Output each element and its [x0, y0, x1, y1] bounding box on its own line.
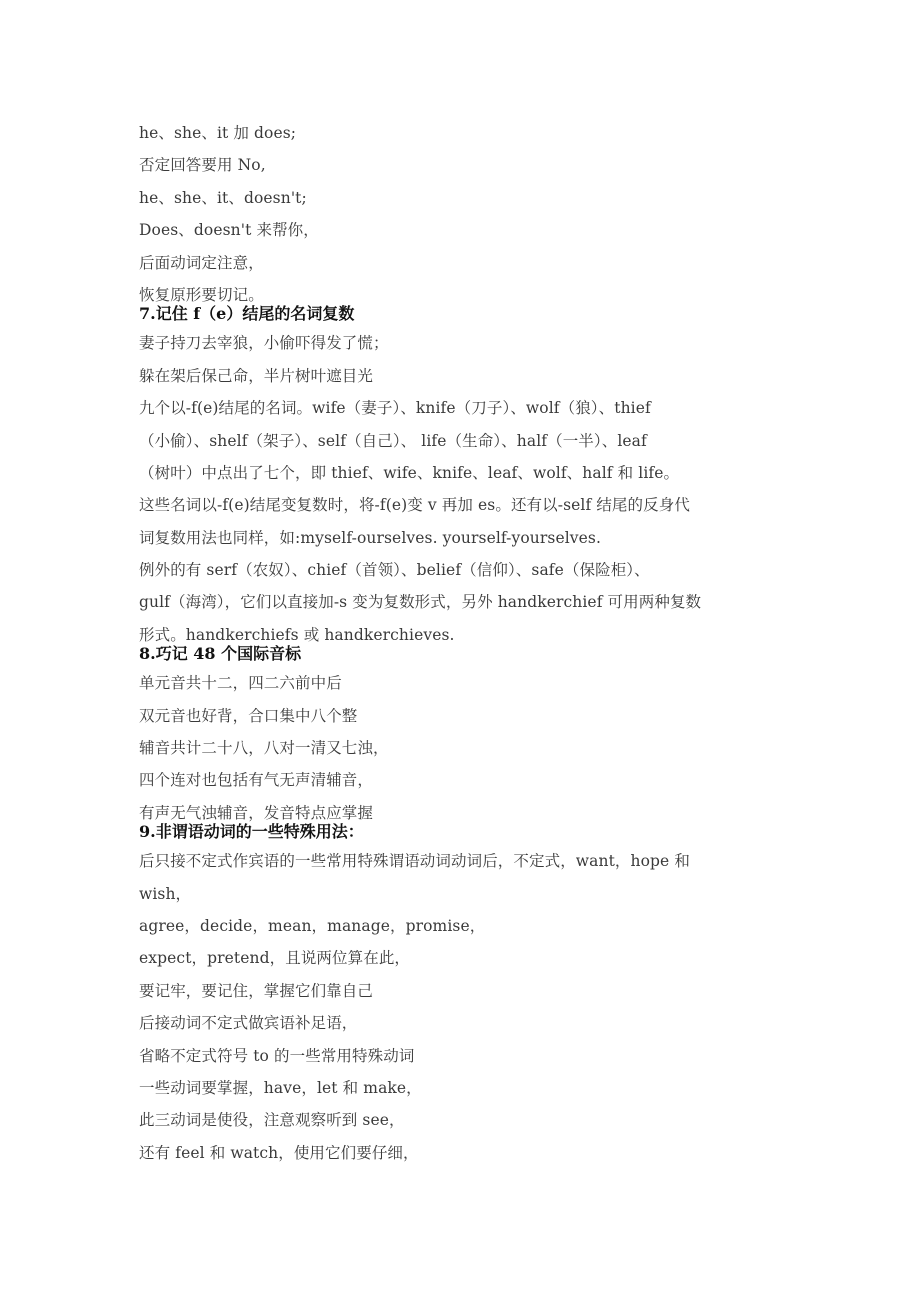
section-8 [139, 643, 789, 829]
text-line: wish， [139, 884, 192, 903]
text-line: 后接动词不定式做宾语补足语， [139, 1014, 358, 1033]
text-line: 双元音也好背，合口集中八个整 [139, 706, 358, 725]
text-line: 躲在架后保己命，半片树叶遮目光 [139, 366, 374, 385]
section-heading: 7.记住 f（e）结尾的名词复数 [139, 304, 355, 324]
section-7 [139, 303, 789, 651]
text-line: 这些名词以-f(e)结尾变复数时，将-f(e)变 v 再加 es。还有以-self 结尾的反身代 [139, 496, 690, 515]
document-body [139, 117, 789, 1169]
section-heading: 8.巧记 48 个国际音标 [139, 644, 302, 664]
text-line: 辅音共计二十八，八对一清又七浊， [139, 739, 389, 758]
text-line: 恢复原形要切记。 [139, 285, 264, 304]
text-line: 形式。handkerchiefs 或 handkerchieves. [139, 625, 455, 644]
section-9 [139, 821, 789, 1169]
text-line: gulf（海湾），它们以直接加-s 变为复数形式，另外 handkerchief 可用两种复数 [139, 593, 702, 612]
text-line: 有声无气浊辅音，发音特点应掌握 [139, 803, 374, 822]
text-line: 后面动词定注意， [139, 253, 264, 272]
text-line: 还有 feel 和 watch，使用它们要仔细， [139, 1143, 419, 1162]
text-line: 单元音共十二，四二六前中后 [139, 674, 342, 693]
text-line: 后只接不定式作宾语的一些常用特殊谓语动词动词后，不定式，want，hope 和 [139, 852, 690, 871]
section-top [139, 117, 789, 311]
text-line: （树叶）中点出了七个，即 thief、wife、knife、leaf、wolf、half 和 life。 [139, 463, 680, 482]
text-line: he、she、it、doesn't; [139, 188, 307, 207]
text-line: expect，pretend，且说两位算在此， [139, 949, 411, 968]
text-line: 否定回答要用 No, [139, 156, 266, 175]
text-line: 妻子持刀去宰狼，小偷吓得发了慌； [139, 334, 389, 353]
text-line: Does、doesn't 来帮你， [139, 221, 319, 240]
text-line: he、she、it 加 does; [139, 124, 297, 142]
section-heading: 9.非谓语动词的一些特殊用法： [139, 822, 364, 842]
text-line: 此三动词是使役，注意观察听到 see， [139, 1111, 405, 1130]
text-line: 词复数用法也同样，如:myself-ourselves. yourself-yourselves. [139, 528, 601, 547]
text-line: 九个以-f(e)结尾的名词。wife（妻子）、knife（刀子）、wolf（狼）、thief [139, 399, 651, 418]
text-line: （小偷）、shelf（架子）、self（自己）、 life（生命）、half（一半）、leaf [139, 431, 647, 450]
text-line: 省略不定式符号 to 的一些常用特殊动词 [139, 1046, 415, 1065]
text-line: 一些动词要掌握，have，let 和 make， [139, 1078, 422, 1097]
text-line: 例外的有 serf（农奴）、chief（首领）、belief（信仰）、safe（保险柜）、 [139, 561, 650, 580]
text-line: 要记牢，要记住，掌握它们靠自己 [139, 981, 374, 1000]
text-line: agree，decide，mean，manage，promise， [139, 916, 486, 935]
text-line: 四个连对也包括有气无声清辅音， [139, 771, 374, 790]
